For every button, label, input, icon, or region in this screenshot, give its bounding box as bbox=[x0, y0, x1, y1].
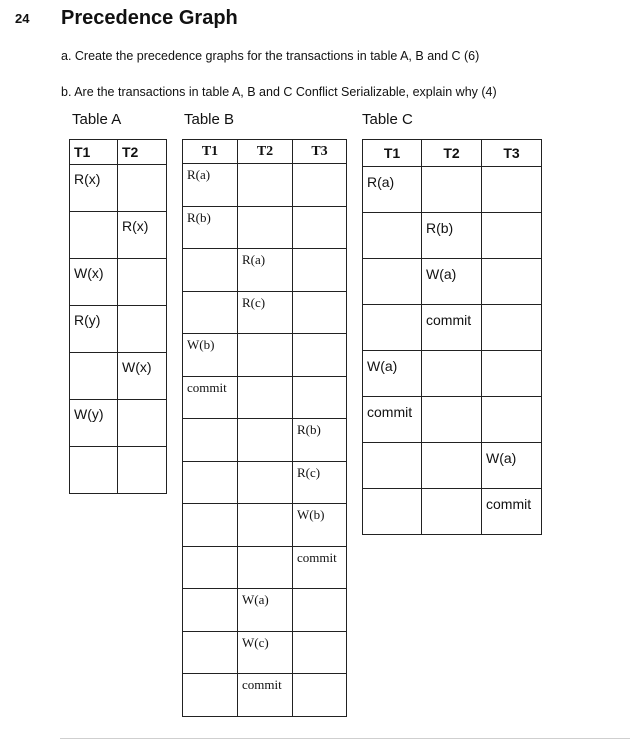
footer-divider bbox=[60, 738, 630, 739]
page-title: Precedence Graph bbox=[61, 7, 238, 29]
table-c-cell bbox=[422, 443, 482, 489]
table-c-cell bbox=[482, 167, 542, 213]
table-b-row bbox=[183, 291, 347, 334]
table-b-row bbox=[183, 461, 347, 504]
table-c bbox=[362, 139, 542, 535]
table-c-cell bbox=[482, 351, 542, 397]
table-b-row bbox=[183, 376, 347, 419]
table-b-row bbox=[183, 631, 347, 674]
table-b-row bbox=[183, 419, 347, 462]
table-c-row bbox=[363, 167, 542, 213]
table-b-cell bbox=[293, 291, 347, 334]
table-c-row bbox=[363, 259, 542, 305]
table-a-cell: R(y) bbox=[70, 306, 118, 353]
table-a-cell bbox=[118, 165, 167, 212]
table-c-row bbox=[363, 489, 542, 535]
table-c-row bbox=[363, 397, 542, 443]
table-b-cell bbox=[238, 546, 293, 589]
table-a-cell: R(x) bbox=[118, 212, 167, 259]
table-b-cell bbox=[183, 631, 238, 674]
table-b-cell bbox=[183, 546, 238, 589]
table-c-row bbox=[363, 305, 542, 351]
table-c-cell bbox=[482, 259, 542, 305]
table-a-row bbox=[70, 259, 167, 306]
table-a-row bbox=[70, 400, 167, 447]
table-b-cell: R(a) bbox=[238, 249, 293, 292]
table-b-cell bbox=[183, 291, 238, 334]
table-a-row bbox=[70, 165, 167, 212]
table-b-cell: W(a) bbox=[238, 589, 293, 632]
table-b-row bbox=[183, 546, 347, 589]
table-a-cell bbox=[118, 259, 167, 306]
table-b-cell bbox=[238, 419, 293, 462]
question-number: 24 bbox=[15, 11, 30, 26]
table-c-cell bbox=[363, 259, 422, 305]
table-b-cell bbox=[183, 674, 238, 717]
table-c-cell bbox=[482, 305, 542, 351]
table-c-cell bbox=[363, 213, 422, 259]
table-c-cell: W(a) bbox=[363, 351, 422, 397]
table-c-label: Table C bbox=[362, 111, 413, 128]
table-b-cell bbox=[238, 334, 293, 377]
table-c-cell: commit bbox=[482, 489, 542, 535]
table-b-cell bbox=[293, 376, 347, 419]
table-b-cell bbox=[238, 206, 293, 249]
table-b-cell: commit bbox=[293, 546, 347, 589]
table-b-row bbox=[183, 589, 347, 632]
table-a-header: T1 bbox=[70, 140, 118, 165]
table-c-cell bbox=[363, 305, 422, 351]
table-b-cell bbox=[238, 376, 293, 419]
table-a-cell bbox=[70, 353, 118, 400]
table-a-cell bbox=[118, 447, 167, 494]
table-c-row bbox=[363, 213, 542, 259]
table-c-cell bbox=[422, 167, 482, 213]
table-b-cell bbox=[293, 334, 347, 377]
table-b-cell: W(b) bbox=[293, 504, 347, 547]
table-b bbox=[182, 139, 347, 717]
table-c-header: T2 bbox=[422, 140, 482, 167]
table-c-cell: commit bbox=[422, 305, 482, 351]
table-b-cell bbox=[238, 504, 293, 547]
table-b-cell: R(c) bbox=[293, 461, 347, 504]
table-c-cell bbox=[422, 351, 482, 397]
table-a-cell: W(y) bbox=[70, 400, 118, 447]
table-b-cell: W(c) bbox=[238, 631, 293, 674]
table-b-header: T1 bbox=[183, 140, 238, 164]
table-a-header: T2 bbox=[118, 140, 167, 165]
table-b-row bbox=[183, 206, 347, 249]
table-a-row bbox=[70, 306, 167, 353]
table-b-cell bbox=[183, 461, 238, 504]
table-b-header: T2 bbox=[238, 140, 293, 164]
table-b-label: Table B bbox=[184, 111, 235, 128]
table-b-cell bbox=[183, 249, 238, 292]
table-a-row bbox=[70, 353, 167, 400]
table-a-cell bbox=[118, 400, 167, 447]
table-a-label: Table A bbox=[72, 111, 122, 128]
table-a-cell: W(x) bbox=[118, 353, 167, 400]
question-a: a. Create the precedence graphs for the transactions in table A, B and C (6) bbox=[61, 49, 480, 63]
table-c-row bbox=[363, 443, 542, 489]
table-a-cell bbox=[70, 212, 118, 259]
table-b-cell: commit bbox=[238, 674, 293, 717]
table-a-cell bbox=[118, 306, 167, 353]
question-b: b. Are the transactions in table A, B and C Conflict Serializable, explain why (4) bbox=[61, 85, 497, 99]
table-c-cell: R(a) bbox=[363, 167, 422, 213]
table-b-cell bbox=[183, 419, 238, 462]
table-b-row bbox=[183, 334, 347, 377]
table-b-row bbox=[183, 674, 347, 717]
table-b-cell bbox=[238, 164, 293, 207]
table-b-cell bbox=[293, 631, 347, 674]
table-b-cell bbox=[238, 461, 293, 504]
table-c-header: T3 bbox=[482, 140, 542, 167]
table-a-row bbox=[70, 447, 167, 494]
table-b-cell bbox=[183, 504, 238, 547]
table-b-cell bbox=[293, 674, 347, 717]
table-c-cell: W(a) bbox=[482, 443, 542, 489]
table-a-cell: R(x) bbox=[70, 165, 118, 212]
table-a-cell bbox=[70, 447, 118, 494]
table-c-row bbox=[363, 351, 542, 397]
table-b-row bbox=[183, 249, 347, 292]
table-c-cell bbox=[422, 489, 482, 535]
table-b-cell bbox=[293, 249, 347, 292]
table-b-cell bbox=[293, 589, 347, 632]
table-b-cell: R(c) bbox=[238, 291, 293, 334]
table-b-cell: R(b) bbox=[293, 419, 347, 462]
table-b-row bbox=[183, 504, 347, 547]
table-c-cell bbox=[482, 397, 542, 443]
table-c-cell bbox=[422, 397, 482, 443]
table-b-cell bbox=[293, 206, 347, 249]
table-c-cell bbox=[363, 443, 422, 489]
table-b-cell bbox=[183, 589, 238, 632]
table-a-cell: W(x) bbox=[70, 259, 118, 306]
table-c-cell bbox=[482, 213, 542, 259]
table-b-header: T3 bbox=[293, 140, 347, 164]
table-b-cell: R(a) bbox=[183, 164, 238, 207]
table-c-header: T1 bbox=[363, 140, 422, 167]
table-c-cell: W(a) bbox=[422, 259, 482, 305]
table-b-cell bbox=[293, 164, 347, 207]
table-a-row bbox=[70, 212, 167, 259]
table-c-cell: commit bbox=[363, 397, 422, 443]
table-c-cell: R(b) bbox=[422, 213, 482, 259]
table-b-cell: W(b) bbox=[183, 334, 238, 377]
table-b-row bbox=[183, 164, 347, 207]
table-b-cell: R(b) bbox=[183, 206, 238, 249]
table-b-cell: commit bbox=[183, 376, 238, 419]
table-a bbox=[69, 139, 167, 494]
table-c-cell bbox=[363, 489, 422, 535]
